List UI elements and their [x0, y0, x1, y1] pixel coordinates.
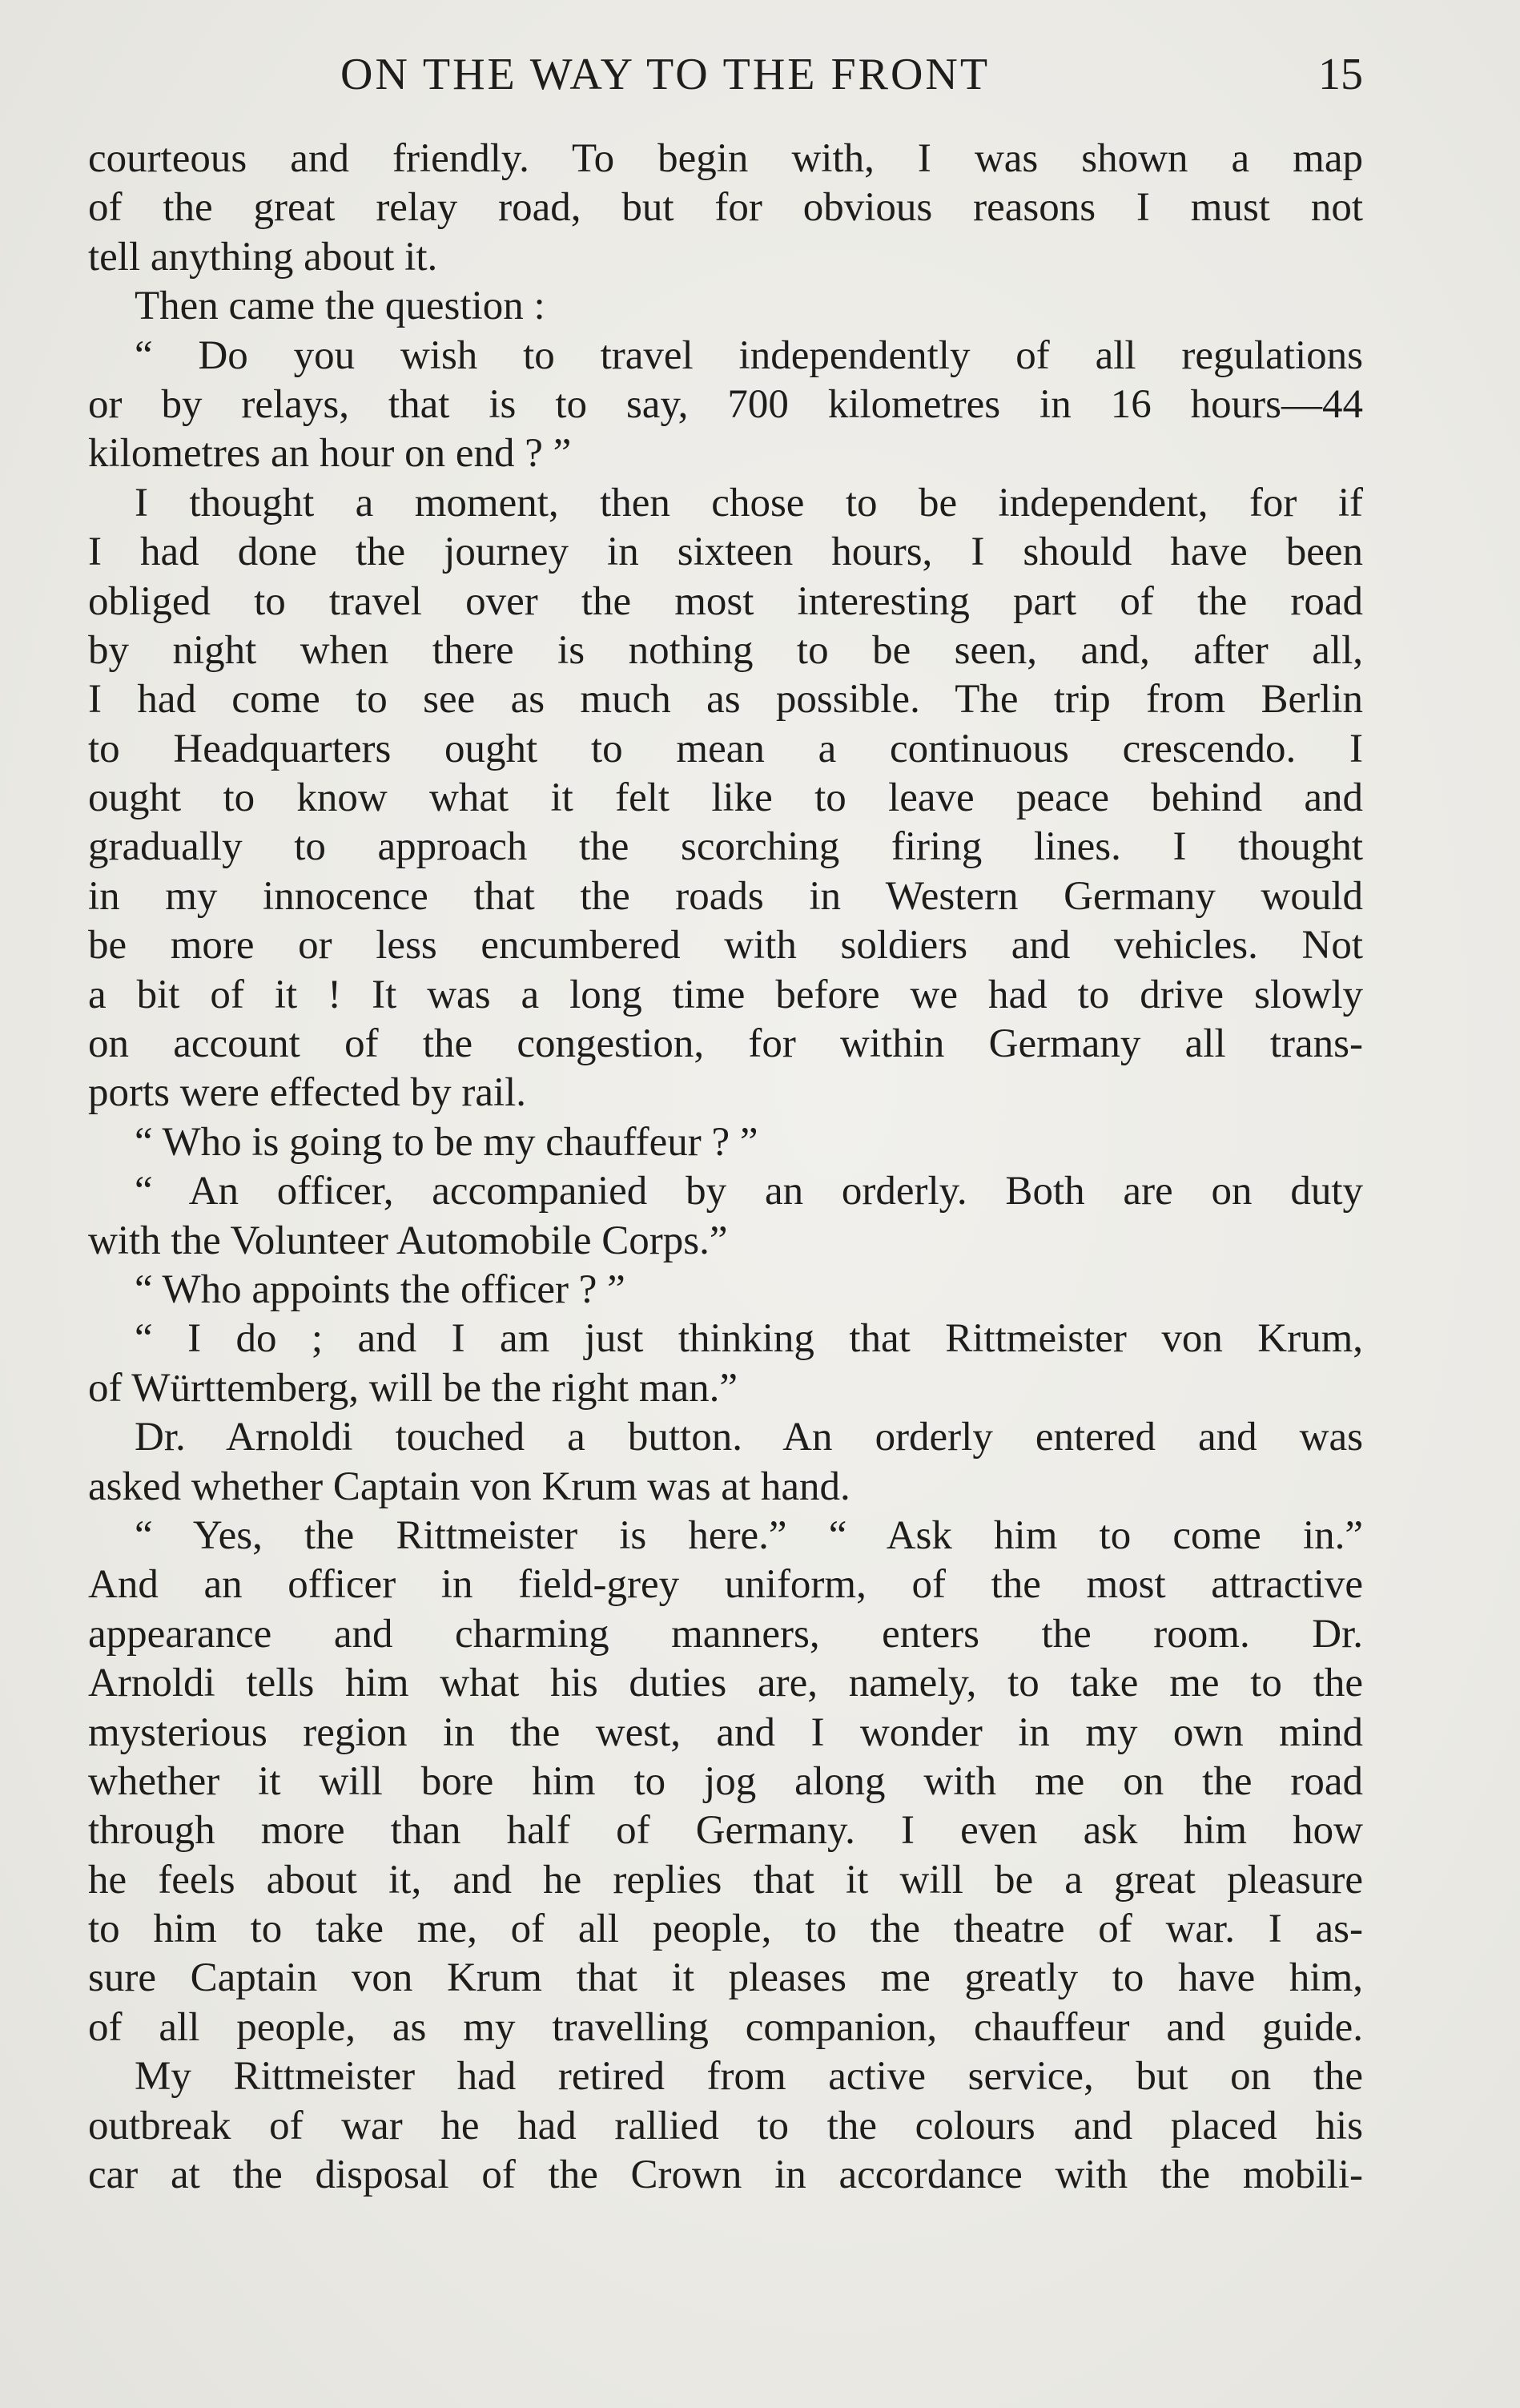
text-line: to him to take me, of all people, to the theatre of war. I as- — [88, 1907, 1363, 1952]
text-line: “ I do ; and I am just thinking that Rittmeister von Krum, — [135, 1316, 1363, 1362]
text-line: through more than half of Germany. I even ask him how — [88, 1808, 1363, 1854]
text-line: “ An officer, accompanied by an orderly. Both are on duty — [135, 1169, 1363, 1214]
text-line: whether it will bore him to jog along with me on the road — [88, 1758, 1363, 1804]
text-line: be more or less encumbered with soldiers and vehicles. Not — [88, 923, 1363, 968]
page-number: 15 — [1318, 50, 1363, 99]
text-line: of Württemberg, will be the right man.” — [88, 1365, 738, 1411]
text-line: “ Yes, the Rittmeister is here.” “ Ask him to come in.” — [135, 1512, 1363, 1558]
text-line: Dr. Arnoldi touched a button. An orderly entered and was — [135, 1415, 1363, 1460]
text-line: sure Captain von Krum that it pleases me greatly to have him, — [88, 1955, 1363, 2001]
text-line: asked whether Captain von Krum was at hand. — [88, 1464, 850, 1509]
text-line: appearance and charming manners, enters the room. Dr. — [88, 1611, 1363, 1657]
text-line: kilometres an hour on end ? ” — [88, 431, 572, 477]
text-line: by night when there is nothing to be seen, and, after all, — [88, 627, 1363, 673]
text-line: to Headquarters ought to mean a continuous crescendo. I — [88, 726, 1363, 771]
text-line: he feels about it, and he replies that it will be a great pleasure — [88, 1857, 1363, 1903]
text-line: outbreak of war he had rallied to the colours and placed his — [88, 2103, 1363, 2148]
text-line: I thought a moment, then chose to be independent, for if — [135, 480, 1363, 525]
body-text — [88, 135, 1363, 2200]
text-line: mysterious region in the west, and I wonder in my own mind — [88, 1709, 1363, 1755]
text-line: tell anything about it. — [88, 234, 438, 280]
text-line: courteous and friendly. To begin with, I was shown a map — [88, 136, 1363, 181]
text-line: with the Volunteer Automobile Corps.” — [88, 1218, 728, 1263]
text-line: “ Do you wish to travel independently of all regulations — [135, 332, 1363, 378]
text-line: “ Who appoints the officer ? ” — [135, 1266, 625, 1312]
text-line: I had done the journey in sixteen hours, I should have been — [88, 530, 1363, 575]
text-line: “ Who is going to be my chauffeur ? ” — [135, 1119, 758, 1165]
text-line: ports were effected by rail. — [88, 1070, 527, 1116]
text-line: gradually to approach the scorching firing lines. I thought — [88, 824, 1363, 870]
text-line: car at the disposal of the Crown in accordance with the mobili- — [88, 2152, 1363, 2198]
text-line: ought to know what it felt like to leave peace behind and — [88, 775, 1363, 821]
text-line: in my innocence that the roads in Western Germany would — [88, 873, 1363, 919]
text-line: My Rittmeister had retired from active service, but on the — [135, 2054, 1363, 2100]
text-line: on account of the congestion, for within Germany all trans- — [88, 1021, 1363, 1067]
text-line: of the great relay road, but for obvious reasons I must not — [88, 185, 1363, 231]
chapter-title: ON THE WAY TO THE FRONT — [340, 50, 991, 99]
text-line: obliged to travel over the most interesting part of the road — [88, 578, 1363, 624]
text-line: a bit of it ! It was a long time before we had to drive slowly — [88, 972, 1363, 1017]
text-line: And an officer in field-grey uniform, of the most attractive — [88, 1562, 1363, 1608]
running-header — [88, 46, 1363, 103]
text-line: of all people, as my travelling companion, chauffeur and guide. — [88, 2004, 1363, 2050]
text-line: Arnoldi tells him what his duties are, namely, to take me to the — [88, 1661, 1363, 1706]
text-line: or by relays, that is to say, 700 kilometres in 16 hours—44 — [88, 381, 1363, 427]
text-line: Then came the question : — [135, 284, 545, 329]
text-line: I had come to see as much as possible. The trip from Berlin — [88, 677, 1363, 723]
